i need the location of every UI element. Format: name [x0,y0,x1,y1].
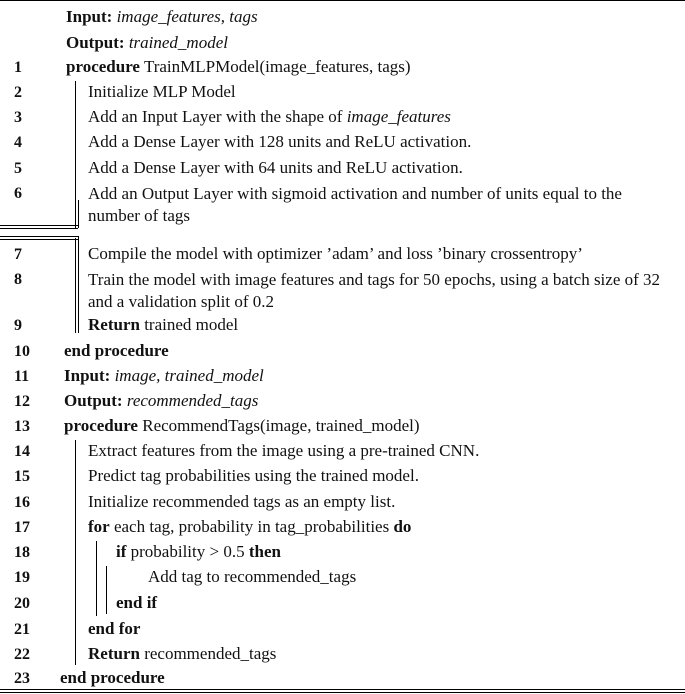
line-6: Add an Output Layer with sigmoid activation and number of units equal to the number of tags [88,184,622,225]
break-rule-vertical [78,236,79,333]
indent-bar [106,566,107,614]
line-number: 8 [14,271,22,288]
procedure-signature: TrainMLPModel(image_features, tags) [143,57,411,76]
line-20: end if [116,593,158,612]
line-number: 10 [14,343,30,360]
procedure-signature: RecommendTags(image, trained_model) [142,416,420,435]
output-keyword: Output: [64,391,123,410]
if-keyword: if [116,542,127,561]
then-keyword: then [248,542,281,561]
line-15: Predict tag probabilities using the trained model. [88,466,419,485]
top-rule [0,0,685,1]
bottom-rule [0,689,685,690]
line-8: Train the model with image features and tags for 50 epochs, using a batch size of 32 and a validation split of 0.2 [88,270,661,311]
line-4: Add a Dense Layer with 128 units and ReLU activation. [88,132,472,151]
line-number: 2 [14,84,22,101]
line-number: 9 [14,317,22,334]
line-23: end procedure [60,668,165,687]
break-rule [0,225,78,226]
indent-bar [75,81,76,200]
line-5: Add a Dense Layer with 64 units and ReLU activation. [88,158,463,177]
line-1 [66,57,411,77]
line-3 [88,107,451,127]
return-value: recommended_tags [144,644,277,663]
line-number: 5 [14,160,22,177]
procedure-keyword: procedure [64,416,138,435]
line-3-text: Add an Input Layer with the shape of [88,107,343,126]
output-value: trained_model [128,33,228,52]
input-keyword: Input: [64,366,111,385]
indent-bar [75,440,76,665]
line-number: 1 [14,59,22,76]
return-keyword: Return [88,315,140,334]
line-17 [88,517,411,537]
line-number: 6 [14,185,22,202]
line-7: Compile the model with optimizer ’adam’ and loss ’binary crossentropy’ [88,244,583,263]
for-clause: each tag, probability in tag_probabilities [113,517,390,536]
line-13 [64,416,420,436]
for-keyword: for [88,517,110,536]
line-16: Initialize recommended tags as an empty list. [88,492,396,511]
break-rule [0,236,78,237]
line-11 [64,366,264,386]
line-9 [88,315,238,335]
break-rule-vertical [75,200,76,228]
do-keyword: do [393,517,412,536]
line-18 [116,542,281,562]
return-keyword: Return [88,644,140,663]
line-number: 15 [14,468,30,485]
line-12 [64,391,258,411]
bottom-rule [0,692,685,693]
line-number: 22 [14,646,30,663]
line-19: Add tag to recommended_tags [148,567,357,586]
output-keyword: Output: [66,33,125,52]
line-number: 16 [14,494,30,511]
line-number: 4 [14,134,22,151]
line-number: 23 [14,670,30,687]
break-rule [0,239,78,240]
line-number: 20 [14,595,30,612]
indent-bar [75,238,76,333]
break-rule-vertical [78,200,79,228]
break-rule [0,228,78,229]
line-21: end for [88,619,141,638]
line-number: 21 [14,621,30,638]
line-number: 19 [14,569,30,586]
line-3-italic: image_features [346,107,451,126]
line-number: 3 [14,109,22,126]
output-line [66,33,228,53]
return-value: trained model [144,315,239,334]
line-10: end procedure [64,341,169,360]
line-2: Initialize MLP Model [88,82,236,101]
procedure-keyword: procedure [66,57,140,76]
input-line [66,7,258,27]
line-number: 13 [14,418,30,435]
if-condition: probability > 0.5 [130,542,245,561]
line-number: 14 [14,443,30,460]
line-number: 18 [14,544,30,561]
line-number: 17 [14,519,30,536]
input-value: image_features, tags [116,7,258,26]
line-number: 7 [14,246,22,263]
indent-bar [96,541,97,616]
line-22 [88,644,276,664]
output-value: recommended_tags [126,391,259,410]
line-14: Extract features from the image using a pre-trained CNN. [88,441,480,460]
line-number: 11 [14,368,30,385]
input-value: image, trained_model [114,366,264,385]
line-number: 12 [14,393,30,410]
input-keyword: Input: [66,7,113,26]
